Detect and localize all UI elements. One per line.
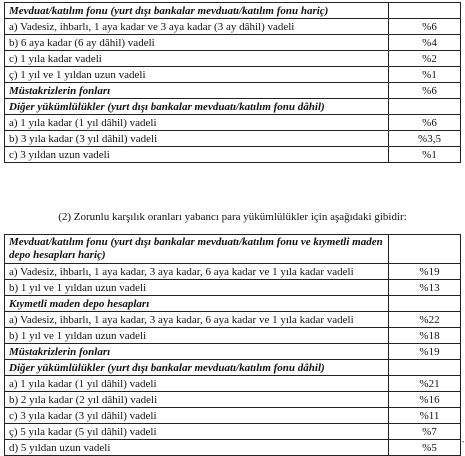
- row-value: %7: [389, 424, 461, 440]
- table-row: [5, 131, 461, 147]
- row-label: b) 6 aya kadar (6 ay dâhil) vadeli: [5, 35, 389, 51]
- row-label: b) 1 yıl ve 1 yıldan uzun vadeli: [5, 328, 389, 344]
- row-value: [389, 3, 461, 19]
- row-value: %18: [389, 328, 461, 344]
- table-row: [5, 264, 461, 280]
- row-label: a) 1 yıla kadar (1 yıl dâhil) vadeli: [5, 115, 389, 131]
- row-value: %2: [389, 51, 461, 67]
- row-label: Müstakrizlerin fonları: [5, 344, 389, 360]
- row-label: c) 3 yıla kadar (3 yıl dâhil) vadeli: [5, 408, 389, 424]
- row-value: %3,5: [389, 131, 461, 147]
- row-value: [389, 296, 461, 312]
- row-value: [389, 99, 461, 115]
- row-value: %21: [389, 376, 461, 392]
- table-section-header: [5, 3, 461, 19]
- paragraph-fx-rates-intro: (2) Zorunlu karşılık oranları yabancı para yükümlülükler için aşağıdaki gibidir:: [58, 211, 407, 223]
- row-label: Kıymetli maden depo hesapları: [5, 296, 389, 312]
- table-section-header: [5, 83, 461, 99]
- row-label: Mevduat/katılım fonu (yurt dışı bankalar mevduatı/katılım fonu hariç): [5, 3, 389, 19]
- row-label: ç) 5 yıla kadar (5 yıl dâhil) vadeli: [5, 424, 389, 440]
- table-section-header: [5, 344, 461, 360]
- table-row: [5, 328, 461, 344]
- table-row: [5, 392, 461, 408]
- row-label: ç) 1 yıl ve 1 yıldan uzun vadeli: [5, 67, 389, 83]
- row-value: [389, 235, 461, 264]
- row-value: %19: [389, 264, 461, 280]
- row-value: %19: [389, 344, 461, 360]
- row-label: b) 2 yıla kadar (2 yıl dâhil) vadeli: [5, 392, 389, 408]
- table-row: [5, 67, 461, 83]
- row-value: %16: [389, 392, 461, 408]
- row-label: a) Vadesiz, ihbarlı, 1 aya kadar, 3 aya kadar, 6 aya kadar ve 1 yıla kadar vadeli: [5, 312, 389, 328]
- table-row: [5, 147, 461, 163]
- row-value: %6: [389, 83, 461, 99]
- row-label: Diğer yükümlülükler (yurt dışı bankalar mevduatı/katılım fonu dâhil): [5, 360, 389, 376]
- table-row: [5, 280, 461, 296]
- row-label: Müstakrizlerin fonları: [5, 83, 389, 99]
- table-row: [5, 408, 461, 424]
- table-row: [5, 312, 461, 328]
- table-row: [5, 376, 461, 392]
- row-value: %11: [389, 408, 461, 424]
- row-label: c) 1 yıla kadar vadeli: [5, 51, 389, 67]
- row-label: b) 1 yıl ve 1 yıldan uzun vadeli: [5, 280, 389, 296]
- table-section-header: [5, 296, 461, 312]
- table-row: [5, 440, 461, 456]
- table-section-header: [5, 360, 461, 376]
- table-row: [5, 35, 461, 51]
- row-value: %6: [389, 19, 461, 35]
- tl-reserve-rates-table: [4, 2, 461, 163]
- row-label: a) Vadesiz, ihbarlı, 1 aya kadar, 3 aya kadar, 6 aya kadar ve 1 yıla kadar vadeli: [5, 264, 389, 280]
- row-value: %1: [389, 147, 461, 163]
- table-row: [5, 424, 461, 440]
- row-label: Mevduat/katılım fonu (yurt dışı bankalar mevduatı/katılım fonu ve kıymetli maden depo hesapları hariç): [5, 235, 389, 264]
- row-value: %5: [389, 440, 461, 456]
- row-value: %4: [389, 35, 461, 51]
- table-section-header: [5, 235, 461, 264]
- table-section-header: [5, 99, 461, 115]
- row-value: [389, 360, 461, 376]
- row-label: b) 3 yıla kadar (3 yıl dâhil) vadeli: [5, 131, 389, 147]
- closing-quote-mark: ": [461, 441, 464, 447]
- table-row: [5, 51, 461, 67]
- row-label: d) 5 yıldan uzun vadeli: [5, 440, 389, 456]
- table-row: [5, 115, 461, 131]
- row-label: c) 3 yıldan uzun vadeli: [5, 147, 389, 163]
- row-value: %13: [389, 280, 461, 296]
- row-value: %1: [389, 67, 461, 83]
- row-value: %22: [389, 312, 461, 328]
- fx-reserve-rates-table: [4, 234, 461, 456]
- row-label: Diğer yükümlülükler (yurt dışı bankalar mevduatı/katılım fonu dâhil): [5, 99, 389, 115]
- table-row: [5, 19, 461, 35]
- row-label: a) 1 yıla kadar (1 yıl dâhil) vadeli: [5, 376, 389, 392]
- row-label: a) Vadesiz, ihbarlı, 1 aya kadar ve 3 aya kadar (3 ay dâhil) vadeli: [5, 19, 389, 35]
- row-value: %6: [389, 115, 461, 131]
